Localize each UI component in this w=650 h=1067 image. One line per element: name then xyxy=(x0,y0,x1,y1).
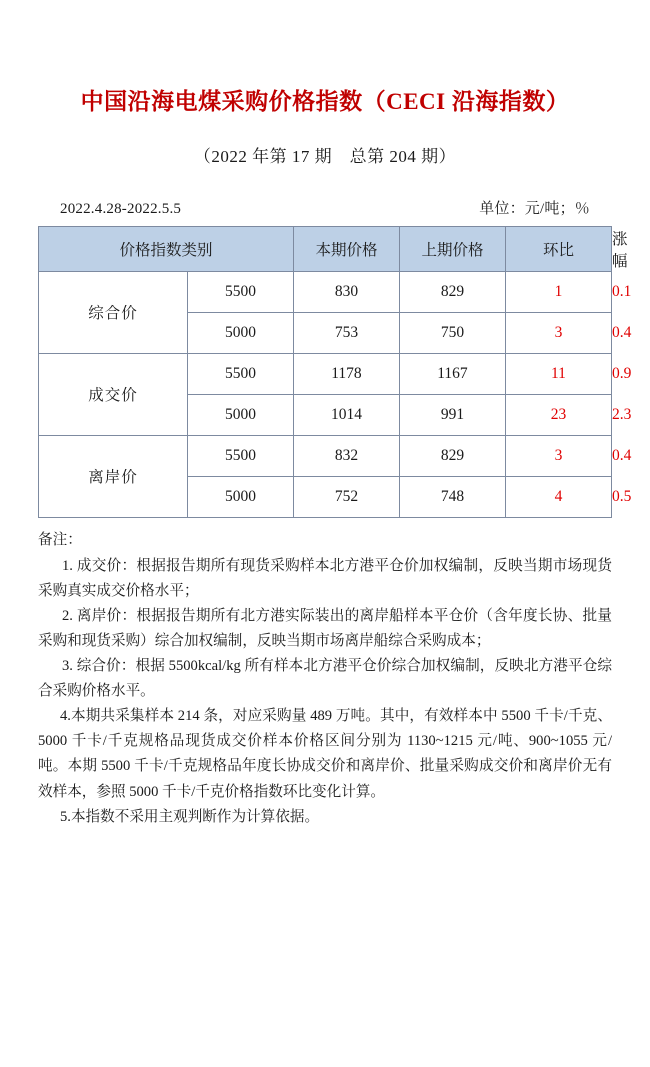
change-value: 3 xyxy=(505,435,611,476)
current-price: 832 xyxy=(293,435,399,476)
table-row xyxy=(39,435,612,476)
current-price: 753 xyxy=(293,312,399,353)
column-header-previous: 上期价格 xyxy=(399,226,505,271)
change-value: 11 xyxy=(505,353,611,394)
group-label: 成交价 xyxy=(39,353,188,435)
document-page xyxy=(0,88,650,1067)
current-price: 830 xyxy=(293,271,399,312)
column-header-change: 环比 xyxy=(505,226,611,271)
previous-price: 991 xyxy=(399,394,505,435)
spec-value: 5500 xyxy=(187,435,293,476)
table-row xyxy=(39,353,612,394)
current-price: 1014 xyxy=(293,394,399,435)
spec-value: 5000 xyxy=(187,476,293,517)
page-subtitle: （2022 年第 17 期 总第 204 期） xyxy=(38,142,612,167)
change-value: 4 xyxy=(505,476,611,517)
price-index-table xyxy=(38,226,612,518)
meta-row xyxy=(38,197,612,218)
note-item-5: 5.本指数不采用主观判断作为计算依据。 xyxy=(38,805,612,830)
note-item-2: 2. 离岸价：根据报告期所有北方港实际装出的离岸船样本平仓价（含年度长协、批量采购和现货采购）综合加权编制，反映当期市场离岸船综合采购成本； xyxy=(38,604,612,654)
note-item-3: 3. 综合价：根据 5500kcal/kg 所有样本北方港平仓价综合加权编制，反映北方港平仓综合采购价格水平。 xyxy=(38,654,612,704)
column-header-category: 价格指数类别 xyxy=(39,226,294,271)
previous-price: 1167 xyxy=(399,353,505,394)
previous-price: 748 xyxy=(399,476,505,517)
previous-price: 750 xyxy=(399,312,505,353)
current-price: 752 xyxy=(293,476,399,517)
previous-price: 829 xyxy=(399,271,505,312)
change-value: 1 xyxy=(505,271,611,312)
group-label: 综合价 xyxy=(39,271,188,353)
group-label: 离岸价 xyxy=(39,435,188,517)
note-item-1: 1. 成交价：根据报告期所有现货采购样本北方港平仓价加权编制，反映当期市场现货采购真实成交价格水平； xyxy=(38,554,612,604)
change-value: 3 xyxy=(505,312,611,353)
change-value: 23 xyxy=(505,394,611,435)
spec-value: 5500 xyxy=(187,271,293,312)
table-row xyxy=(39,271,612,312)
spec-value: 5000 xyxy=(187,312,293,353)
date-range: 2022.4.28-2022.5.5 xyxy=(60,201,181,218)
current-price: 1178 xyxy=(293,353,399,394)
previous-price: 829 xyxy=(399,435,505,476)
notes-section xyxy=(38,528,612,830)
page-title: 中国沿海电煤采购价格指数（CECI 沿海指数） xyxy=(38,88,612,116)
column-header-current: 本期价格 xyxy=(293,226,399,271)
unit-label: 单位：元/吨；％ xyxy=(479,197,590,218)
spec-value: 5000 xyxy=(187,394,293,435)
note-item-4: 4.本期共采集样本 214 条，对应采购量 489 万吨。其中，有效样本中 5500 千卡/千克、5000 千卡/千克规格品现货成交价样本价格区间分别为 1130~1215 元/吨、900~1055 元/吨。本期 5500 千卡/千克规格品年度长协成交价和离岸价、批量采购成交价和离岸价无有效样本，参照 5000 千卡/千克价格指数环比变化计算。 xyxy=(38,704,612,804)
notes-heading: 备注： xyxy=(38,528,612,553)
spec-value: 5500 xyxy=(187,353,293,394)
table-header-row xyxy=(39,226,612,271)
